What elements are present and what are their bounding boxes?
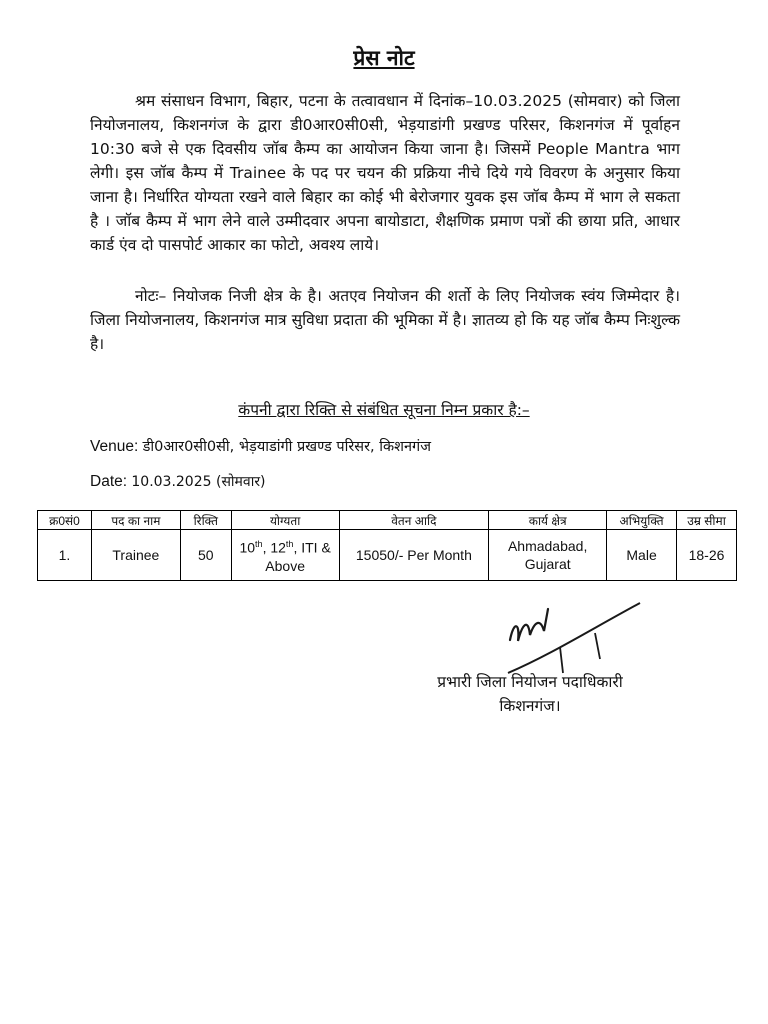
header-cell: क्र0सं0 [38, 511, 92, 530]
notice-paragraph: श्रम संसाधन विभाग, बिहार, पटना के तत्वावधान में दिनांक–10.03.2025 (सोमवार) को जिला नियोजनालय, किशनगंज के द्वारा डी0आर0सी0सी, भेड़याडांगी प्रखण्ड परिसर, किशनगंज में पूर्वाहन 10:30 बजे से एक दिवसीय जॉब कैम्प का आयोजन किया जाना है। जिसमें People Mantra भाग लेगी। इस जॉब कैम्प में Trainee के पद पर चयन की प्रक्रिया नीचे दिये गये विवरण के अनुसार किया जाना है। निर्धारित योग्यता रखने वाले बिहार का कोई भी बेरोजगार युवक इस जॉब कैम्प में भाग ले सकता है । जॉब कैम्प में भाग लेने वाले उम्मीदवार अपना बायोडाटा, शैक्षणिक प्रमाण पत्रों की छाया प्रति, आधार कार्ड एंव दो पासपोर्ट आकार का फोटो, अवश्य लाये। [90, 92, 680, 254]
venue-label: Venue: [90, 438, 139, 455]
table-row [38, 530, 737, 581]
page-title: प्रेस नोट [353, 46, 415, 70]
sno-cell: 1. [38, 530, 92, 581]
date-label: Date: [90, 473, 128, 490]
signature-mark [500, 595, 650, 680]
signature-location: किशनगंज। [499, 697, 561, 715]
date-line [90, 472, 266, 491]
table-header-row [38, 511, 737, 530]
salary-cell: 15050/- Per Month [339, 530, 489, 581]
post-cell: Trainee [91, 530, 180, 581]
note-paragraph: नोटः– नियोजक निजी क्षेत्र के है। अतएव नियोजन की शर्तो के लिए नियोजक स्वंय जिम्मेदार है। जिला नियोजनालय, किशनगंज मात्र सुविधा प्रदाता की भूमिका में है। ज्ञातव्य हो कि यह जॉब कैम्प निःशुल्क है। [90, 287, 680, 353]
vacancy-table [37, 510, 737, 581]
signature-designation: प्रभारी जिला नियोजन पदाधिकारी [437, 673, 623, 691]
qual-12-sup: th [285, 539, 294, 550]
qual-10-sup: th [255, 539, 263, 550]
qual-above: Above [265, 557, 305, 574]
vacancy-cell: 50 [180, 530, 231, 581]
date-value: 10.03.2025 (सोमवार) [131, 474, 266, 490]
header-cell: कार्य क्षेत्र [489, 511, 607, 530]
venue-line [90, 436, 431, 456]
qual-12: , 12 [262, 539, 286, 556]
header-cell: अभियुक्ति [607, 511, 677, 530]
vacancy-subheading: कंपनी द्वारा रिक्ति से संबंधित सूचना निम्न प्रकार है:– [238, 401, 530, 419]
location-line-2: Gujarat [524, 556, 571, 572]
remark-cell: Male [607, 530, 677, 581]
qual-rest: , ITI & [293, 539, 331, 556]
age-cell: 18-26 [677, 530, 737, 581]
header-cell: पद का नाम [91, 511, 180, 530]
venue-value: डी0आर0सी0सी, भेड़याडांगी प्रखण्ड परिसर, किशनगंज [142, 439, 431, 455]
qual-10: 10 [239, 539, 256, 556]
header-cell: उम्र सीमा [677, 511, 737, 530]
header-cell: रिक्ति [180, 511, 231, 530]
qualification-cell [231, 530, 339, 581]
header-cell: वेतन आदि [339, 511, 489, 530]
location-line-1: Ahmadabad, [507, 538, 588, 554]
header-cell: योग्यता [231, 511, 339, 530]
location-cell [489, 530, 607, 581]
